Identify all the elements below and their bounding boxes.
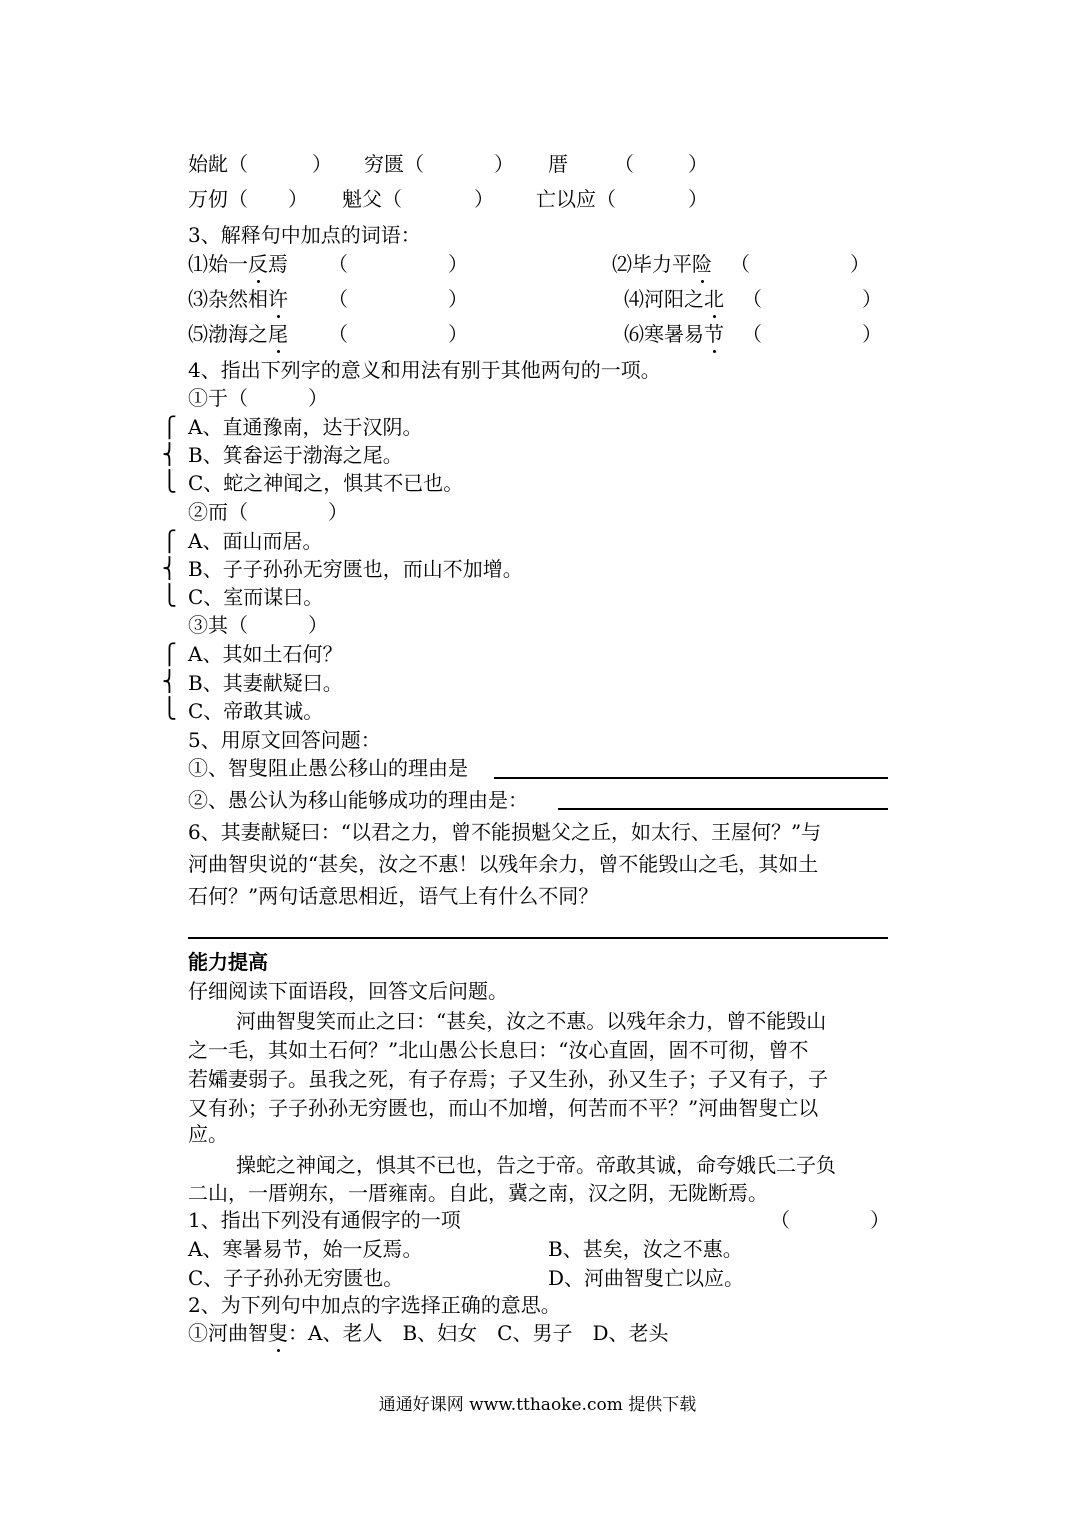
q2-item-wangyiying: 亡以应（ bbox=[536, 187, 616, 211]
q3-item-4: ⑷河阳之北 bbox=[624, 287, 724, 311]
q3-item-2: ⑵毕力平险 bbox=[612, 252, 712, 276]
ability-q1-stem: 1、指出下列没有通假字的一项 bbox=[188, 1208, 461, 1232]
q5-question-2: ②、愚公认为移山能够成功的理由是： bbox=[188, 788, 528, 812]
q4-group-3-label: ③其（ ） bbox=[188, 613, 328, 637]
q4-g3-option-b: B、其妻献疑曰。 bbox=[188, 671, 343, 695]
passage-line-3: 若孀妻弱子。虽我之死，有子存焉；子又生孙，孙又生子；子又有子，子 bbox=[188, 1067, 828, 1091]
q4-g1-option-a: A、直通豫南，达于汉阴。 bbox=[188, 415, 423, 439]
q3-blank-6: （ ） bbox=[742, 322, 882, 346]
q6-line-3: 石何？”两句话意思相近，语气上有什么不同？ bbox=[188, 884, 599, 908]
q2-item-cuo: 厝 bbox=[548, 152, 568, 176]
q4-g2-option-b: B、子子孙孙无穷匮也，而山不加增。 bbox=[188, 557, 523, 581]
brace-3: ⎧ ⎨ ⎩ bbox=[162, 642, 177, 720]
ability-q1-option-b: B、甚矣，汝之不惠。 bbox=[548, 1237, 743, 1261]
paren-close: ） bbox=[288, 187, 308, 211]
section-divider bbox=[188, 937, 888, 939]
q4-group-1-label: ①于（ ） bbox=[188, 386, 328, 410]
brace-2: ⎧ ⎨ ⎩ bbox=[162, 529, 177, 607]
passage-line-1: 河曲智叟笑而止之曰：“甚矣，汝之不惠。以残年余力，曾不能毁山 bbox=[236, 1009, 827, 1033]
paren-close: ） bbox=[494, 152, 514, 176]
ability-q2-line-1: ①河曲智叟：A、老人 B、妇女 C、男子 D、老头 bbox=[188, 1321, 669, 1345]
q3-blank-2: （ ） bbox=[730, 252, 870, 276]
paren-close: ） bbox=[474, 187, 494, 211]
q5-answer-line-2 bbox=[558, 808, 888, 810]
ability-q1-option-d: D、河曲智叟亡以应。 bbox=[548, 1266, 745, 1290]
paren-open: （ bbox=[614, 152, 634, 176]
passage-line-4: 又有孙；子子孙孙无穷匮也，而山不加增，何苦而不平？”河曲智叟亡以 bbox=[188, 1096, 819, 1120]
paren-close: ） bbox=[688, 152, 708, 176]
q3-title: 3、解释句中加点的词语： bbox=[188, 223, 421, 247]
q3-item-1: ⑴始一反焉 bbox=[188, 252, 288, 276]
q3-item-3: ⑶杂然相许 bbox=[188, 287, 288, 311]
passage-line-2: 之一毛，其如土石何？”北山愚公长息曰：“汝心直固，固不可彻，曾不 bbox=[188, 1038, 809, 1062]
q6-line-1: 6、其妻献疑曰：“以君之力，曾不能损魁父之丘，如太行、王屋何？”与 bbox=[188, 820, 822, 844]
section-intro: 仔细阅读下面语段，回答文后问题。 bbox=[188, 979, 508, 1003]
footer: 通通好课网 www.tthaoke.com 提供下载 bbox=[378, 1395, 697, 1415]
passage-line-6: 操蛇之神闻之，惧其不已也，告之于帝。帝敢其诚，命夸娥氏二子负 bbox=[236, 1153, 836, 1177]
q4-g1-option-c: C、蛇之神闻之，惧其不已也。 bbox=[188, 471, 464, 495]
ability-q1-blank: （ ） bbox=[770, 1208, 890, 1232]
passage-line-5: 应。 bbox=[188, 1122, 228, 1146]
q3-item-6: ⑹寒暑易节 bbox=[624, 322, 724, 346]
q4-group-2-label: ②而（ ） bbox=[188, 500, 348, 524]
q3-blank-5: （ ） bbox=[328, 322, 468, 346]
ability-q1-option-a: A、寒暑易节，始一反焉。 bbox=[188, 1237, 423, 1261]
q4-g2-option-a: A、面山而居。 bbox=[188, 529, 323, 553]
section-heading: 能力提高 bbox=[188, 950, 268, 974]
paren-close: ） bbox=[312, 152, 332, 176]
q3-blank-3: （ ） bbox=[328, 287, 468, 311]
paren-close: ） bbox=[688, 187, 708, 211]
q3-blank-4: （ ） bbox=[742, 287, 882, 311]
ability-q2-stem: 2、为下列句中加点的字选择正确的意思。 bbox=[188, 1293, 561, 1317]
ability-q1-option-c: C、子子孙孙无穷匮也。 bbox=[188, 1266, 404, 1290]
q4-g3-option-c: C、帝敢其诚。 bbox=[188, 699, 324, 723]
q5-question-1: ①、智叟阻止愚公移山的理由是 bbox=[188, 756, 468, 780]
q3-blank-1: （ ） bbox=[328, 252, 468, 276]
q4-title: 4、指出下列字的意义和用法有别于其他两句的一项。 bbox=[188, 358, 661, 382]
q2-item-wanren: 万仞（ bbox=[188, 187, 248, 211]
q5-answer-line-1 bbox=[494, 777, 888, 779]
q2-item-kuifu: 魁父（ bbox=[342, 187, 402, 211]
q4-g2-option-c: C、室而谋曰。 bbox=[188, 585, 324, 609]
q4-g1-option-b: B、箕畚运于渤海之尾。 bbox=[188, 443, 403, 467]
q6-line-2: 河曲智臾说的“甚矣，汝之不惠！以残年余力，曾不能毁山之毛，其如土 bbox=[188, 852, 819, 876]
passage-line-7: 二山，一厝朔东，一厝雍南。自此，冀之南，汉之阴，无陇断焉。 bbox=[188, 1181, 768, 1205]
q2-item-shichen: 始龀（ bbox=[188, 152, 248, 176]
q3-item-5: ⑸渤海之尾 bbox=[188, 322, 288, 346]
q2-item-qiongkui: 穷匮（ bbox=[364, 152, 424, 176]
brace-1: ⎧ ⎨ ⎩ bbox=[162, 415, 177, 493]
q4-g3-option-a: A、其如土石何？ bbox=[188, 642, 343, 666]
q5-title: 5、用原文回答问题： bbox=[188, 728, 381, 752]
